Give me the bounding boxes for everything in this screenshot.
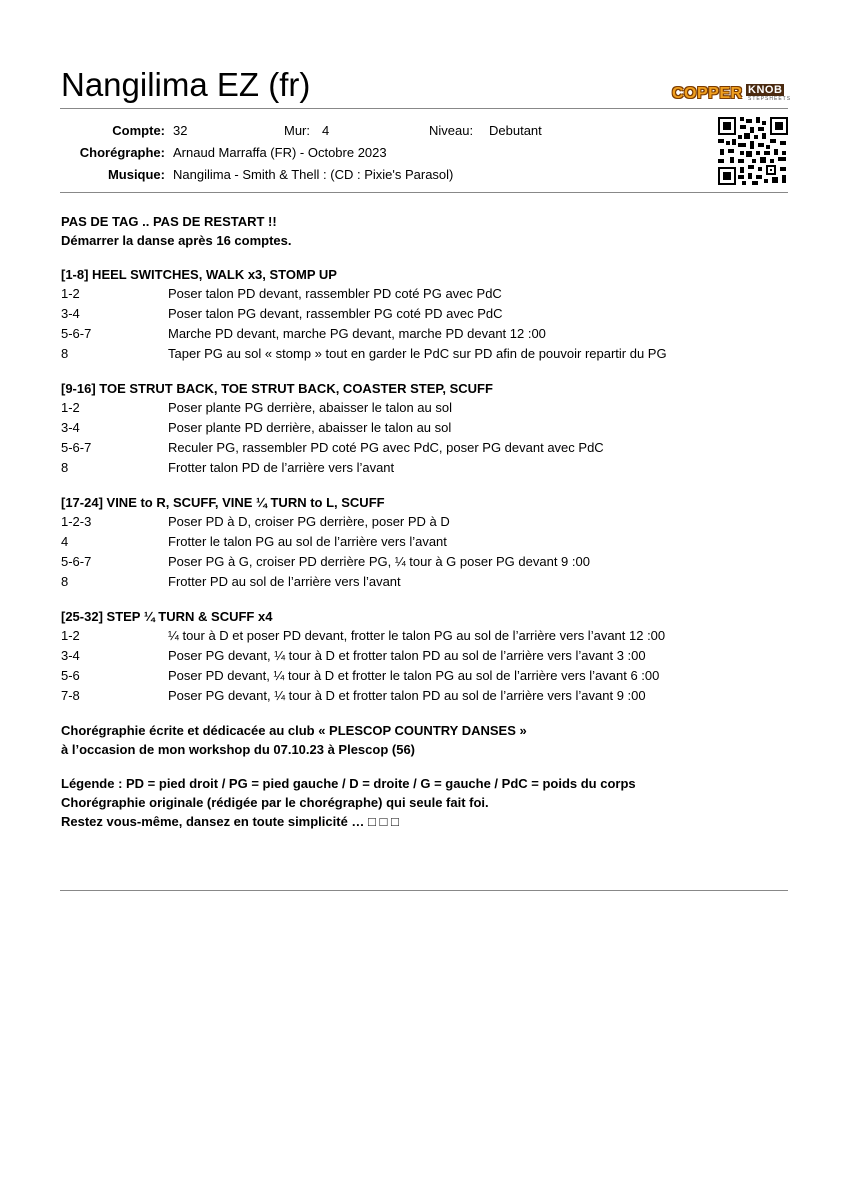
step-row [61, 398, 791, 418]
step-description: Taper PG au sol « stomp » tout en garder le PdC sur PD afin de pouvoir repartir du PG [168, 346, 667, 361]
sections-list [61, 265, 791, 706]
step-description: Frotter le talon PG au sol de l’arrière vers l’avant [168, 534, 447, 549]
step-row [61, 304, 791, 324]
step-count: 8 [61, 346, 69, 361]
legend-line: Légende : PD = pied droit / PG = pied gauche / D = droite / G = gauche / PdC = poids du corps [61, 776, 636, 791]
niveau-value: Debutant [489, 123, 542, 138]
step-description: Poser PD devant, ¼ tour à D et frotter le talon PG au sol de l’arrière vers l’avant 6 :00 [168, 668, 660, 683]
choreographe-label: Chorégraphe: [79, 145, 165, 160]
dedication-line: à l’occasion de mon workshop du 07.10.23 à Plescop (56) [61, 742, 416, 757]
logo-sub-text: KNOB [748, 84, 783, 96]
page-title: Nangilima EZ (fr) [61, 66, 311, 103]
step-row [61, 344, 791, 364]
qr-code[interactable] [718, 117, 788, 185]
step-count: 4 [61, 534, 69, 549]
step-row [61, 284, 791, 304]
step-description: Marche PD devant, marche PG devant, marche PD devant 12 :00 [168, 326, 546, 341]
section-title: [9-16] TOE STRUT BACK, TOE STRUT BACK, COASTER STEP, SCUFF [61, 381, 493, 396]
step-count: 5-6 [61, 668, 80, 683]
logo-tag-text: STEPSHEETS [748, 96, 792, 102]
step-description: Poser plante PD derrière, abaisser le talon au sol [168, 420, 452, 435]
step-description: Reculer PG, rassembler PD coté PG avec PdC, poser PG devant avec PdC [168, 440, 604, 455]
niveau-label: Niveau: [429, 123, 474, 138]
step-count: 5-6-7 [61, 440, 92, 455]
step-count: 5-6-7 [61, 554, 92, 569]
step-row [61, 686, 791, 706]
section-title: [1-8] HEEL SWITCHES, WALK x3, STOMP UP [61, 267, 337, 282]
step-section [61, 607, 791, 706]
step-description: Poser PG à G, croiser PD derrière PG, ¼ tour à G poser PG devant 9 :00 [168, 554, 590, 569]
step-count: 1-2 [61, 400, 80, 415]
legend-line: Chorégraphie originale (rédigée par le chorégraphe) qui seule fait foi. [61, 795, 489, 810]
step-row [61, 646, 791, 666]
legend [61, 774, 791, 831]
step-count: 8 [61, 574, 69, 589]
section-title: [25-32] STEP ¼ TURN & SCUFF x4 [61, 609, 273, 624]
step-description: Poser PG devant, ¼ tour à D et frotter talon PD au sol de l’arrière vers l’avant 3 :00 [168, 648, 646, 663]
musique-label: Musique: [107, 167, 165, 182]
step-row [61, 572, 791, 592]
step-section [61, 265, 791, 364]
step-count: 7-8 [61, 688, 80, 703]
footer-divider [60, 890, 788, 891]
musique-value: Nangilima - Smith & Thell : (CD : Pixie's Parasol) [173, 167, 454, 182]
step-count: 3-4 [61, 306, 80, 321]
step-description: Frotter talon PD de l’arrière vers l’avant [168, 460, 395, 475]
step-count: 1-2 [61, 628, 80, 643]
step-description: Frotter PD au sol de l’arrière vers l’avant [168, 574, 401, 589]
step-description: ¼ tour à D et poser PD devant, frotter le talon PG au sol de l’arrière vers l’avant 12 :00 [168, 628, 666, 643]
step-description: Poser PG devant, ¼ tour à D et frotter talon PD au sol de l’arrière vers l’avant 9 :00 [168, 688, 646, 703]
logo-main-text: COPPER [672, 85, 743, 102]
compte-value: 32 [173, 123, 188, 138]
step-row [61, 626, 791, 646]
step-row [61, 552, 791, 572]
step-count: 8 [61, 460, 69, 475]
mur-label: Mur: [284, 123, 310, 138]
mur-value: 4 [322, 123, 330, 138]
step-count: 3-4 [61, 648, 80, 663]
step-count: 5-6-7 [61, 326, 92, 341]
intro-line: PAS DE TAG .. PAS DE RESTART !! [61, 214, 277, 229]
step-count: 1-2-3 [61, 514, 92, 529]
copperknob-logo[interactable] [672, 84, 792, 104]
step-description: Poser talon PG devant, rassembler PG coté PD avec PdC [168, 306, 503, 321]
step-section [61, 379, 791, 478]
stepsheet-content [61, 212, 791, 831]
step-description: Poser PD à D, croiser PG derrière, poser PD à D [168, 514, 450, 529]
step-row [61, 532, 791, 552]
step-count: 3-4 [61, 420, 80, 435]
step-row [61, 418, 791, 438]
choreographe-value: Arnaud Marraffa (FR) - Octobre 2023 [173, 145, 387, 160]
step-row [61, 324, 791, 344]
section-title: [17-24] VINE to R, SCUFF, VINE ¼ TURN to L, SCUFF [61, 495, 385, 510]
step-count: 1-2 [61, 286, 80, 301]
compte-label: Compte: [112, 123, 165, 138]
step-row [61, 512, 791, 532]
step-description: Poser plante PG derrière, abaisser le talon au sol [168, 400, 452, 415]
step-section [61, 493, 791, 592]
intro-line: Démarrer la danse après 16 comptes. [61, 233, 292, 248]
dedication [61, 721, 791, 759]
legend-line: Restez vous-même, dansez en toute simplicité … □ □ □ [61, 814, 399, 829]
step-row [61, 458, 791, 478]
step-row [61, 438, 791, 458]
dedication-line: Chorégraphie écrite et dédicacée au club « PLESCOP COUNTRY DANSES » [61, 723, 527, 738]
header-divider [60, 108, 788, 109]
step-description: Poser talon PD devant, rassembler PD coté PG avec PdC [168, 286, 502, 301]
step-row [61, 666, 791, 686]
meta-divider [60, 192, 788, 193]
